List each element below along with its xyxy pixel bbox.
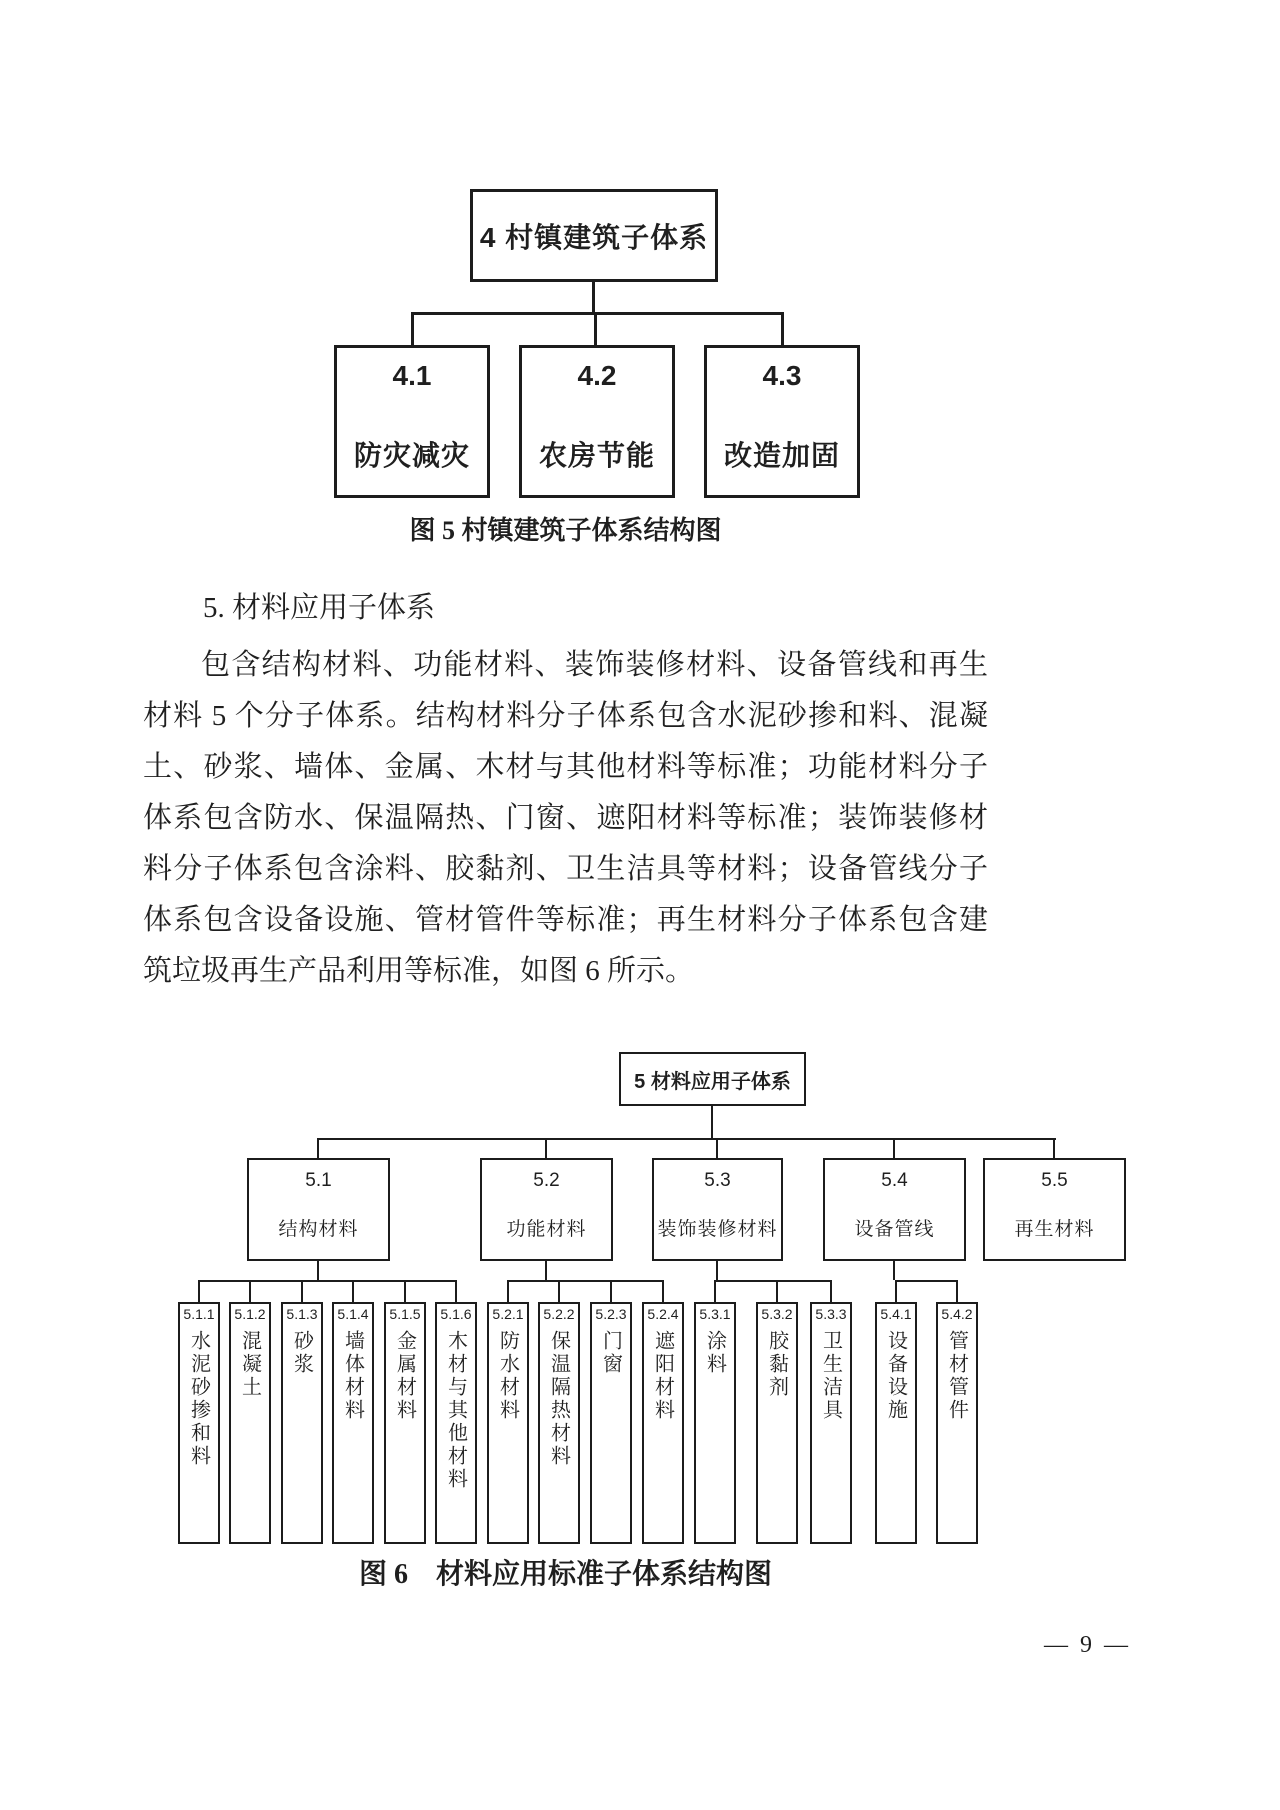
connector-line xyxy=(594,312,597,346)
fig6-leaf-code: 5.1.6 xyxy=(440,1306,472,1322)
connector-line xyxy=(714,1280,716,1302)
fig6-leaf-code: 5.3.2 xyxy=(761,1306,793,1322)
connector-line xyxy=(545,1259,547,1280)
fig5-child-label: 农房节能 xyxy=(538,440,655,471)
fig6-leaf-label: 遮阳材料 xyxy=(651,1330,674,1422)
fig6-leaf-box-5-3-3 xyxy=(810,1302,852,1544)
fig6-leaf-label: 门窗 xyxy=(599,1330,622,1376)
fig6-leaf-label: 保温隔热材料 xyxy=(547,1330,570,1468)
figure6-caption: 图 6 材料应用标准子体系结构图 xyxy=(358,1559,772,1590)
fig6-leaf-box-5-2-4 xyxy=(642,1302,684,1544)
connector-line xyxy=(411,312,414,346)
fig6-leaf-box-5-1-3 xyxy=(281,1302,323,1544)
connector-line xyxy=(507,1280,509,1302)
connector-line xyxy=(895,1280,958,1282)
fig6-leaf-label: 防水材料 xyxy=(496,1330,519,1422)
connector-line xyxy=(895,1280,897,1302)
fig6-l2-box-5-3 xyxy=(652,1158,783,1261)
fig5-child-box-4-2 xyxy=(519,345,675,498)
connector-line xyxy=(352,1280,354,1302)
fig6-leaf-code: 5.2.1 xyxy=(492,1306,524,1322)
paragraph-line: 筑垃圾再生产品利用等标准，如图 6 所示。 xyxy=(143,955,695,987)
section-heading: 5. 材料应用子体系 xyxy=(203,592,436,624)
fig6-leaf-code: 5.2.3 xyxy=(595,1306,627,1322)
fig6-leaf-box-5-1-2 xyxy=(229,1302,271,1544)
fig6-leaf-code: 5.1.5 xyxy=(389,1306,421,1322)
paragraph-line: 体系包含设备设施、管材管件等标准；再生材料分子体系包含建 xyxy=(143,904,988,936)
connector-line xyxy=(776,1280,778,1302)
connector-line xyxy=(317,1259,319,1280)
fig6-leaf-box-5-3-2 xyxy=(756,1302,798,1544)
fig6-leaf-box-5-1-6 xyxy=(435,1302,477,1544)
fig6-leaf-box-5-2-3 xyxy=(590,1302,632,1544)
fig6-l2-code: 5.3 xyxy=(704,1170,731,1191)
fig5-child-box-4-3 xyxy=(704,345,860,498)
connector-line xyxy=(714,1280,832,1282)
page-number: — 9 — xyxy=(1044,1632,1131,1658)
fig6-leaf-code: 5.2.2 xyxy=(543,1306,575,1322)
connector-line xyxy=(830,1280,832,1302)
connector-line xyxy=(198,1280,200,1302)
fig6-leaf-label: 水泥砂掺和料 xyxy=(187,1330,210,1468)
connector-line xyxy=(317,1138,319,1158)
fig6-leaf-code: 5.4.2 xyxy=(941,1306,973,1322)
fig6-leaf-code: 5.1.1 xyxy=(183,1306,215,1322)
fig6-l2-label: 再生材料 xyxy=(1014,1219,1095,1240)
fig5-child-label: 防灾减灾 xyxy=(353,440,470,471)
fig6-leaf-label: 胶黏剂 xyxy=(765,1330,788,1399)
fig6-l2-code: 5.4 xyxy=(881,1170,908,1191)
connector-line xyxy=(956,1280,958,1302)
connector-line xyxy=(716,1138,718,1158)
fig6-leaf-code: 5.3.1 xyxy=(699,1306,731,1322)
fig6-leaf-label: 墙体材料 xyxy=(341,1330,364,1422)
figure5-caption: 图 5 村镇建筑子体系结构图 xyxy=(409,516,722,545)
fig6-leaf-label: 混凝土 xyxy=(238,1330,261,1399)
fig6-leaf-label: 卫生洁具 xyxy=(819,1330,842,1422)
paragraph-line: 材料 5 个分子体系。结构材料分子体系包含水泥砂掺和料、混凝 xyxy=(143,700,988,732)
connector-line xyxy=(716,1259,718,1280)
fig6-l2-code: 5.2 xyxy=(533,1170,560,1191)
connector-line xyxy=(301,1280,303,1302)
fig5-child-code: 4.1 xyxy=(392,360,432,391)
fig6-leaf-code: 5.4.1 xyxy=(880,1306,912,1322)
fig6-leaf-label: 木材与其他材料 xyxy=(444,1330,467,1491)
connector-line xyxy=(893,1259,895,1280)
paragraph-line: 料分子体系包含涂料、胶黏剂、卫生洁具等材料；设备管线分子 xyxy=(143,853,988,885)
fig6-leaf-label: 管材管件 xyxy=(945,1330,968,1422)
fig6-leaf-box-5-4-2 xyxy=(936,1302,978,1544)
connector-line xyxy=(404,1280,406,1302)
fig6-leaf-code: 5.1.4 xyxy=(337,1306,369,1322)
fig6-l2-code: 5.1 xyxy=(305,1170,332,1191)
fig6-l2-box-5-2 xyxy=(480,1158,613,1261)
fig6-leaf-box-5-2-2 xyxy=(538,1302,580,1544)
connector-line xyxy=(1053,1138,1055,1158)
connector-line xyxy=(198,1280,457,1282)
connector-line xyxy=(317,1138,1056,1140)
fig6-l2-label: 结构材料 xyxy=(278,1219,359,1240)
fig5-child-label: 改造加固 xyxy=(723,440,840,471)
connector-line xyxy=(507,1280,664,1282)
fig6-leaf-box-5-4-1 xyxy=(875,1302,917,1544)
fig6-l2-code: 5.5 xyxy=(1041,1170,1068,1191)
fig6-l2-box-5-1 xyxy=(247,1158,390,1261)
connector-line xyxy=(592,280,595,313)
fig5-root-box xyxy=(470,189,718,282)
fig5-root-label: 4 村镇建筑子体系 xyxy=(479,221,709,253)
body-paragraph xyxy=(143,640,988,997)
connector-line xyxy=(893,1138,895,1158)
fig5-child-code: 4.3 xyxy=(762,360,802,391)
fig6-leaf-label: 设备设施 xyxy=(884,1330,907,1422)
fig5-child-box-4-1 xyxy=(334,345,490,498)
connector-line xyxy=(662,1280,664,1302)
connector-line xyxy=(610,1280,612,1302)
paragraph-line: 土、砂浆、墙体、金属、木材与其他材料等标准；功能材料分子 xyxy=(143,751,988,783)
connector-line xyxy=(249,1280,251,1302)
fig6-l2-box-5-5 xyxy=(983,1158,1126,1261)
fig6-l2-box-5-4 xyxy=(823,1158,966,1261)
fig6-leaf-code: 5.2.4 xyxy=(647,1306,679,1322)
paragraph-line: 包含结构材料、功能材料、装饰装修材料、设备管线和再生 xyxy=(201,649,988,681)
fig6-leaf-code: 5.3.3 xyxy=(815,1306,847,1322)
connector-line xyxy=(711,1104,713,1138)
fig5-child-code: 4.2 xyxy=(577,360,617,391)
connector-line xyxy=(781,312,784,346)
connector-line xyxy=(411,312,784,315)
connector-line xyxy=(545,1138,547,1158)
fig6-root-box xyxy=(619,1052,806,1106)
fig6-l2-label: 装饰装修材料 xyxy=(657,1219,778,1240)
connector-line xyxy=(558,1280,560,1302)
fig6-leaf-label: 涂料 xyxy=(703,1330,726,1376)
fig6-leaf-label: 金属材料 xyxy=(393,1330,416,1422)
fig6-leaf-box-5-1-5 xyxy=(384,1302,426,1544)
fig6-leaf-box-5-3-1 xyxy=(694,1302,736,1544)
fig6-leaf-box-5-2-1 xyxy=(487,1302,529,1544)
fig6-leaf-code: 5.1.3 xyxy=(286,1306,318,1322)
fig6-leaf-label: 砂浆 xyxy=(290,1330,313,1376)
fig6-leaf-box-5-1-1 xyxy=(178,1302,220,1544)
fig6-leaf-code: 5.1.2 xyxy=(234,1306,266,1322)
fig6-root-label: 5 材料应用子体系 xyxy=(634,1070,791,1093)
fig6-leaf-box-5-1-4 xyxy=(332,1302,374,1544)
fig6-l2-label: 功能材料 xyxy=(506,1219,587,1240)
paragraph-line: 体系包含防水、保温隔热、门窗、遮阳材料等标准；装饰装修材 xyxy=(143,802,988,834)
connector-line xyxy=(455,1280,457,1302)
fig6-l2-label: 设备管线 xyxy=(854,1219,935,1240)
